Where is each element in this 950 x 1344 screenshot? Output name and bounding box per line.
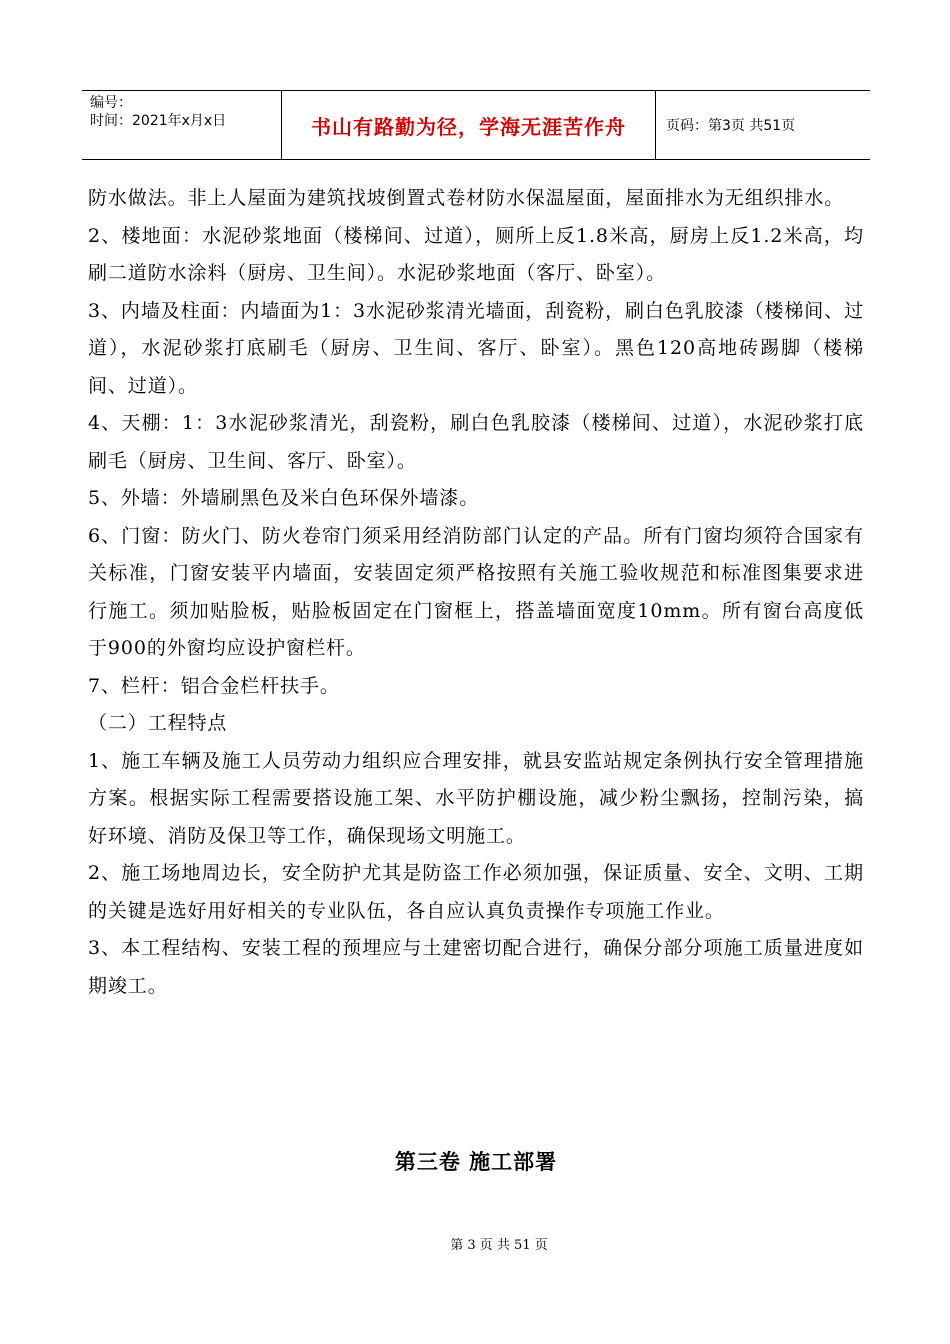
paragraph: 3、本工程结构、安装工程的预埋应与土建密切配合进行，确保分部分项施工质量进度如期竣工。 — [88, 937, 864, 997]
header-meta — [82, 91, 282, 159]
section-heading: 第三卷 施工部署 — [394, 1150, 558, 1174]
header-motto: 书山有路勤为径，学海无涯苦作舟 — [282, 91, 656, 159]
doc-number-label: 编号： — [90, 95, 132, 111]
subsection-heading: （二）工程特点 — [88, 712, 228, 734]
paragraph: 4、天棚：1：3水泥砂浆清光，刮瓷粉，刷白色乳胶漆（楼梯间、过道），水泥砂浆打底刷毛（厨房、卫生间、客厅、卧室）。 — [88, 412, 864, 472]
page-footer: 第 3 页 共 51 页 — [450, 1238, 548, 1253]
paragraph: 3、内墙及柱面：内墙面为1：3水泥砂浆清光墙面，刮瓷粉，刷白色乳胶漆（楼梯间、过道），水泥砂浆打底刷毛（厨房、卫生间、客厅、卧室）。黑色120高地砖踢脚（楼梯间、过道）。 — [88, 299, 864, 397]
time-label: 时间：2021年x月x日 — [90, 113, 227, 129]
header-page-info: 页码：第3页 共51页 — [666, 118, 796, 134]
paragraph: 5、外墙：外墙刷黑色及米白色环保外墙漆。 — [88, 487, 480, 509]
paragraph: 2、施工场地周边长，安全防护尤其是防盗工作必须加强，保证质量、安全、文明、工期的关键是选好用好相关的专业队伍，各自应认真负责操作专项施工作业。 — [88, 862, 864, 922]
paragraph: 1、施工车辆及施工人员劳动力组织应合理安排，就县安监站规定条例执行安全管理措施方案。根据实际工程需要搭设施工架、水平防护棚设施，减少粉尘飘扬，控制污染，搞好环境、消防及保卫等工作，确保现场文明施工。 — [88, 749, 864, 847]
document-body — [88, 180, 864, 1005]
paragraph: 2、楼地面：水泥砂浆地面（楼梯间、过道），厕所上反1.8米高，厨房上反1.2米高，均刷二道防水涂料（厨房、卫生间）。水泥砂浆地面（客厅、卧室）。 — [88, 224, 864, 284]
paragraph: 防水做法。非上人屋面为建筑找坡倒置式卷材防水保温屋面，屋面排水为无组织排水。 — [88, 187, 845, 209]
paragraph: 6、门窗：防火门、防火卷帘门须采用经消防部门认定的产品。所有门窗均须符合国家有关标准，门窗安装平内墙面，安装固定须严格按照有关施工验收规范和标准图集要求进行施工。须加贴脸板，贴脸板固定在门窗框上，搭盖墙面宽度10mm。所有窗台高度低于900的外窗均应设护窗栏杆。 — [88, 524, 864, 659]
page-header — [82, 90, 870, 160]
paragraph: 7、栏杆：铝合金栏杆扶手。 — [88, 674, 340, 697]
